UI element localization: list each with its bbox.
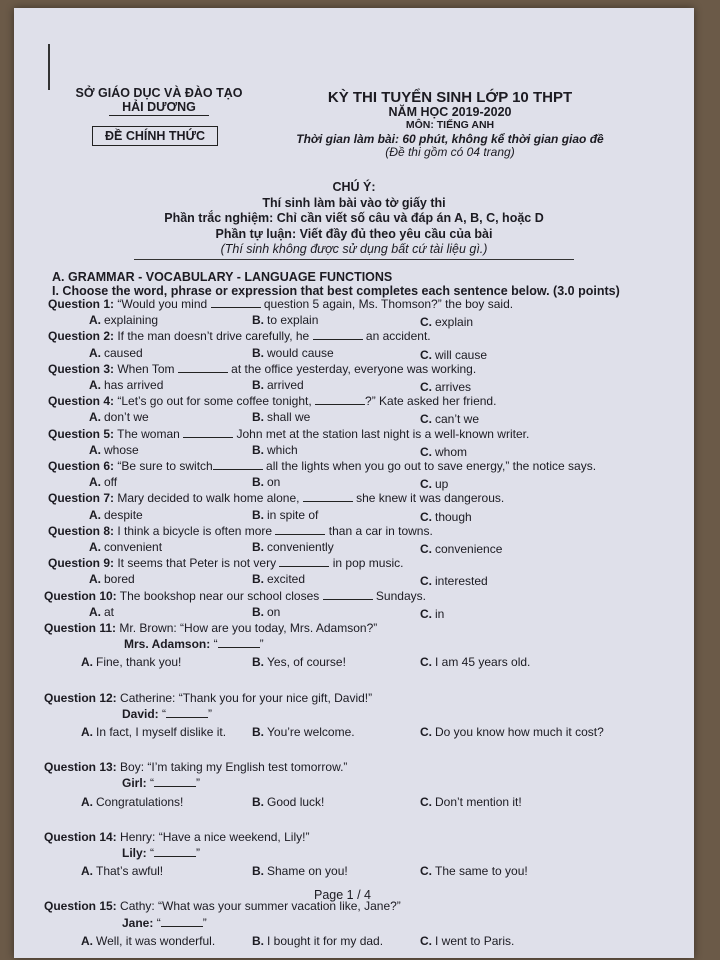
- option-text: off: [104, 475, 118, 490]
- option-text: shall we: [267, 410, 311, 425]
- option-text: can’t we: [435, 412, 480, 427]
- option-6-a: [89, 475, 117, 489]
- option-text: which: [267, 442, 298, 457]
- option-14-a: [81, 864, 163, 878]
- question-text: “Let’s go out for some coffee tonight,: [114, 394, 316, 409]
- response-quote-end: ”: [208, 706, 213, 721]
- option-letter: A.: [81, 655, 93, 670]
- question-label: Question 14:: [44, 829, 117, 844]
- response-quote: “: [146, 846, 155, 860]
- option-2-c: [420, 348, 487, 362]
- option-12-c: [420, 725, 604, 739]
- option-6-b: [252, 475, 280, 489]
- response-line: [122, 846, 200, 860]
- response-blank: [161, 916, 203, 927]
- option-4-b: [252, 410, 310, 424]
- option-text: Well, it was wonderful.: [96, 933, 216, 948]
- option-9-c: [420, 574, 488, 588]
- option-13-a: [81, 795, 183, 809]
- question-text-end: at the office yesterday, everyone was working.: [227, 361, 477, 376]
- option-11-a: [81, 655, 181, 669]
- option-1-a: [89, 313, 158, 327]
- option-text: Yes, of course!: [267, 655, 346, 670]
- option-3-a: [89, 378, 163, 392]
- option-text: In fact, I myself dislike it.: [96, 725, 227, 739]
- option-text: Shame on you!: [267, 864, 348, 879]
- option-15-b: [252, 934, 383, 948]
- question-label: Question 5:: [48, 426, 115, 441]
- option-text: though: [435, 509, 472, 524]
- option-text: Good luck!: [267, 794, 325, 809]
- department-line2: HẢI DƯƠNG: [122, 100, 196, 114]
- question-label: Question 7:: [48, 491, 115, 506]
- notice-line-4: (Thí sinh không được sử dụng bất cứ tài liệu gì.): [220, 242, 488, 256]
- question-label: Question 9:: [48, 556, 115, 571]
- option-letter: C.: [420, 794, 432, 809]
- option-8-a: [89, 540, 162, 554]
- option-text: The same to you!: [435, 864, 528, 879]
- option-text: You’re welcome.: [267, 725, 355, 739]
- option-letter: C.: [420, 864, 432, 879]
- option-letter: B.: [252, 540, 264, 554]
- option-letter: C.: [420, 477, 432, 492]
- option-text: convenient: [104, 540, 163, 554]
- option-12-a: [81, 725, 226, 739]
- question-2: [48, 329, 431, 343]
- response-blank: [154, 776, 196, 787]
- answer-blank: [275, 524, 325, 535]
- option-letter: B.: [252, 442, 264, 457]
- department-line1: SỞ GIÁO DỤC VÀ ĐÀO TẠO: [75, 86, 243, 100]
- option-text: Fine, thank you!: [96, 655, 182, 670]
- option-letter: C.: [420, 655, 432, 670]
- school-year: NĂM HỌC 2019-2020: [388, 105, 512, 119]
- question-1: [48, 297, 513, 311]
- response-line: [124, 637, 264, 651]
- option-12-b: [252, 725, 355, 739]
- option-10-c: [420, 607, 444, 621]
- question-5: [48, 427, 529, 441]
- option-8-b: [252, 540, 334, 554]
- question-7: [48, 491, 504, 505]
- option-letter: C.: [420, 606, 432, 621]
- question-text-end: than a car in towns.: [325, 523, 433, 538]
- option-3-b: [252, 378, 304, 392]
- option-text: interested: [435, 574, 488, 589]
- question-3: [48, 362, 476, 376]
- option-6-c: [420, 477, 448, 491]
- speaker-name: David:: [122, 706, 159, 721]
- option-10-a: [89, 605, 114, 619]
- response-quote-end: ”: [196, 776, 201, 791]
- option-letter: C.: [420, 574, 432, 589]
- option-text: on: [267, 604, 281, 619]
- option-letter: C.: [420, 933, 432, 948]
- question-text: It seems that Peter is not very: [114, 556, 280, 571]
- department-underline: [109, 115, 209, 116]
- question-13: [44, 760, 347, 774]
- option-text: Don’t mention it!: [435, 794, 522, 809]
- option-11-b: [252, 655, 346, 669]
- option-letter: C.: [420, 542, 432, 556]
- question-text-end: John met at the station last night is a well-known writer.: [233, 426, 530, 441]
- option-letter: A.: [89, 410, 101, 425]
- answer-blank: [313, 329, 363, 340]
- option-10-b: [252, 605, 280, 619]
- option-14-b: [252, 864, 348, 878]
- question-text: Cathy: “What was your summer vacation like, Jane?”: [116, 899, 401, 914]
- option-letter: C.: [420, 315, 432, 330]
- option-letter: B.: [252, 604, 264, 619]
- question-label: Question 3:: [48, 361, 115, 376]
- question-label: Question 13:: [44, 760, 117, 775]
- question-9: [48, 556, 403, 570]
- option-letter: C.: [420, 347, 432, 362]
- page-number: Page 1 / 4: [314, 888, 371, 902]
- option-text: will cause: [435, 347, 488, 362]
- answer-blank: [183, 427, 233, 438]
- question-11: [44, 621, 377, 635]
- option-13-b: [252, 795, 324, 809]
- question-text-end: question 5 again, Ms. Thomson?” the boy said.: [260, 297, 514, 311]
- option-text: I bought it for my dad.: [267, 933, 384, 948]
- option-13-c: [420, 795, 522, 809]
- notice-rule: [134, 259, 574, 260]
- question-text-end: she knew it was dangerous.: [352, 491, 505, 506]
- question-text-end: Sundays.: [372, 588, 426, 603]
- option-text: in: [435, 606, 445, 621]
- option-letter: B.: [252, 378, 264, 392]
- answer-blank: [213, 459, 263, 470]
- section-instruction: I. Choose the word, phrase or expression that best completes each sentence below. (3.0 points): [52, 284, 620, 298]
- response-line: [122, 916, 207, 930]
- option-letter: A.: [81, 933, 93, 948]
- speaker-name: Mrs. Adamson:: [124, 637, 211, 652]
- option-text: conveniently: [267, 540, 334, 554]
- question-text: Boy: “I’m taking my English test tomorrow.”: [116, 760, 348, 775]
- response-blank: [218, 637, 260, 648]
- subject: MÔN: TIẾNG ANH: [405, 119, 495, 131]
- option-letter: A.: [89, 604, 101, 619]
- question-text: If the man doesn’t drive carefully, he: [114, 329, 313, 344]
- response-quote-end: ”: [196, 846, 201, 860]
- option-15-a: [81, 934, 215, 948]
- option-letter: A.: [89, 540, 101, 554]
- response-quote: “: [158, 706, 167, 721]
- question-label: Question 2:: [48, 329, 115, 344]
- option-9-b: [252, 572, 305, 586]
- question-text-end: an accident.: [362, 329, 431, 344]
- option-7-c: [420, 510, 472, 524]
- response-quote-end: ”: [259, 637, 264, 652]
- option-letter: A.: [81, 725, 93, 739]
- option-text: arrived: [267, 378, 304, 392]
- option-letter: A.: [89, 313, 101, 328]
- option-text: I went to Paris.: [435, 933, 515, 948]
- answer-blank: [323, 589, 373, 600]
- option-2-a: [89, 346, 143, 360]
- option-letter: B.: [252, 933, 264, 948]
- question-text: “Would you mind: [114, 297, 211, 311]
- response-quote: “: [153, 915, 161, 930]
- question-label: Question 10:: [44, 588, 117, 603]
- question-label: Question 1:: [48, 297, 115, 311]
- question-text: When Tom: [114, 361, 178, 376]
- option-letter: B.: [252, 864, 264, 879]
- option-letter: B.: [252, 794, 264, 809]
- question-8: [48, 524, 433, 538]
- question-label: Question 11:: [44, 621, 117, 635]
- option-letter: C.: [420, 380, 432, 394]
- answer-blank: [315, 394, 365, 405]
- option-letter: C.: [420, 725, 432, 739]
- option-text: has arrived: [104, 378, 164, 392]
- question-4: [48, 394, 496, 408]
- option-letter: B.: [252, 410, 264, 425]
- speaker-name: Lily:: [122, 846, 147, 860]
- option-letter: C.: [420, 509, 432, 524]
- option-letter: A.: [89, 345, 101, 360]
- option-letter: B.: [252, 313, 264, 328]
- option-5-b: [252, 443, 298, 457]
- response-line: [122, 776, 200, 790]
- exam-title: KỲ THI TUYỂN SINH LỚP 10 THPT: [327, 89, 573, 106]
- exam-time: Thời gian làm bài: 60 phút, không kể thời gian giao đề: [296, 132, 604, 146]
- question-text-end: in pop music.: [329, 556, 404, 571]
- question-text: Mary decided to walk home alone,: [114, 491, 303, 506]
- option-text: whose: [104, 442, 139, 457]
- option-letter: A.: [89, 475, 101, 490]
- response-line: [122, 707, 212, 721]
- response-quote-end: ”: [202, 915, 207, 930]
- option-letter: A.: [89, 572, 101, 587]
- question-text: The bookshop near our school closes: [116, 588, 323, 603]
- option-11-c: [420, 655, 530, 669]
- notice-block: [134, 180, 574, 260]
- option-letter: B.: [252, 345, 264, 360]
- option-text: I am 45 years old.: [435, 655, 531, 670]
- option-text: up: [435, 477, 449, 492]
- option-15-c: [420, 934, 514, 948]
- option-1-c: [420, 315, 473, 329]
- question-text: The woman: [114, 426, 184, 441]
- option-text: excited: [267, 572, 306, 587]
- option-2-b: [252, 346, 334, 360]
- notice-line-1: Thí sinh làm bài vào tờ giấy thi: [262, 195, 446, 210]
- page-count: (Đề thi gồm có 04 trang): [385, 145, 515, 159]
- option-text: to explain: [267, 313, 319, 328]
- question-12: [44, 691, 372, 705]
- speaker-name: Jane:: [122, 915, 154, 930]
- option-text: That’s awful!: [96, 864, 164, 879]
- option-7-a: [89, 508, 143, 522]
- question-6: [48, 459, 596, 473]
- response-blank: [154, 846, 196, 857]
- option-3-c: [420, 380, 471, 394]
- option-text: don’t we: [104, 410, 149, 425]
- notice-title: CHÚ Ý:: [332, 180, 376, 194]
- option-text: in spite of: [267, 507, 319, 522]
- option-text: whom: [435, 444, 468, 459]
- option-text: on: [267, 475, 281, 490]
- option-letter: B.: [252, 572, 264, 587]
- option-letter: A.: [89, 507, 101, 522]
- question-text: Catherine: “Thank you for your nice gift, David!”: [116, 690, 373, 705]
- question-label: Question 6:: [48, 459, 115, 473]
- option-text: bored: [104, 572, 135, 587]
- response-quote: “: [210, 637, 218, 652]
- option-letter: C.: [420, 444, 432, 459]
- option-4-a: [89, 410, 149, 424]
- option-text: would cause: [267, 345, 334, 360]
- exam-page: [14, 8, 694, 958]
- option-letter: A.: [81, 864, 93, 879]
- option-text: convenience: [435, 542, 503, 556]
- answer-blank: [211, 297, 261, 308]
- option-text: at: [104, 604, 115, 619]
- section-title: A. GRAMMAR - VOCABULARY - LANGUAGE FUNCTIONS: [52, 270, 393, 284]
- response-blank: [166, 707, 208, 718]
- option-text: caused: [104, 345, 143, 360]
- answer-blank: [279, 556, 329, 567]
- option-letter: B.: [252, 507, 264, 522]
- speaker-name: Girl:: [122, 776, 147, 791]
- option-4-c: [420, 412, 479, 426]
- question-text: Henry: “Have a nice weekend, Lily!”: [116, 829, 310, 844]
- option-5-c: [420, 445, 467, 459]
- option-5-a: [89, 443, 139, 457]
- department-header: [64, 86, 254, 146]
- option-14-c: [420, 864, 528, 878]
- margin-mark: [48, 44, 50, 90]
- option-9-a: [89, 572, 135, 586]
- question-text-end: all the lights when you go out to save energy,” the notice says.: [262, 459, 597, 473]
- option-text: despite: [104, 507, 143, 522]
- exam-header: [270, 90, 630, 159]
- answer-blank: [303, 491, 353, 502]
- option-text: Congratulations!: [96, 794, 184, 809]
- option-letter: A.: [81, 794, 93, 809]
- official-label: ĐỀ CHÍNH THỨC: [92, 126, 218, 146]
- option-8-c: [420, 542, 502, 556]
- notice-line-3: Phần tự luận: Viết đầy đủ theo yêu cầu của bài: [215, 226, 493, 241]
- question-14: [44, 830, 309, 844]
- option-letter: A.: [89, 378, 101, 392]
- response-quote: “: [146, 776, 155, 791]
- option-letter: B.: [252, 475, 264, 490]
- option-text: explaining: [104, 313, 159, 328]
- notice-line-2: Phần trắc nghiệm: Chỉ cần viết số câu và đáp án A, B, C, hoặc D: [164, 211, 544, 225]
- option-letter: B.: [252, 655, 264, 670]
- option-letter: B.: [252, 725, 264, 739]
- option-1-b: [252, 313, 318, 327]
- question-text: I think a bicycle is often more: [114, 523, 276, 538]
- option-letter: A.: [89, 442, 101, 457]
- question-label: Question 15:: [44, 899, 117, 914]
- question-10: [44, 589, 426, 603]
- option-text: arrives: [435, 380, 472, 394]
- question-text: “Be sure to switch: [114, 459, 213, 473]
- option-letter: C.: [420, 412, 432, 427]
- question-label: Question 12:: [44, 690, 117, 705]
- option-text: explain: [435, 315, 474, 330]
- answer-blank: [178, 362, 228, 373]
- option-text: Do you know how much it cost?: [435, 725, 604, 739]
- question-label: Question 8:: [48, 523, 115, 538]
- question-text-end: ?” Kate asked her friend.: [365, 394, 497, 409]
- question-label: Question 4:: [48, 394, 115, 409]
- question-text: Mr. Brown: “How are you today, Mrs. Adamson?”: [116, 621, 378, 635]
- option-7-b: [252, 508, 318, 522]
